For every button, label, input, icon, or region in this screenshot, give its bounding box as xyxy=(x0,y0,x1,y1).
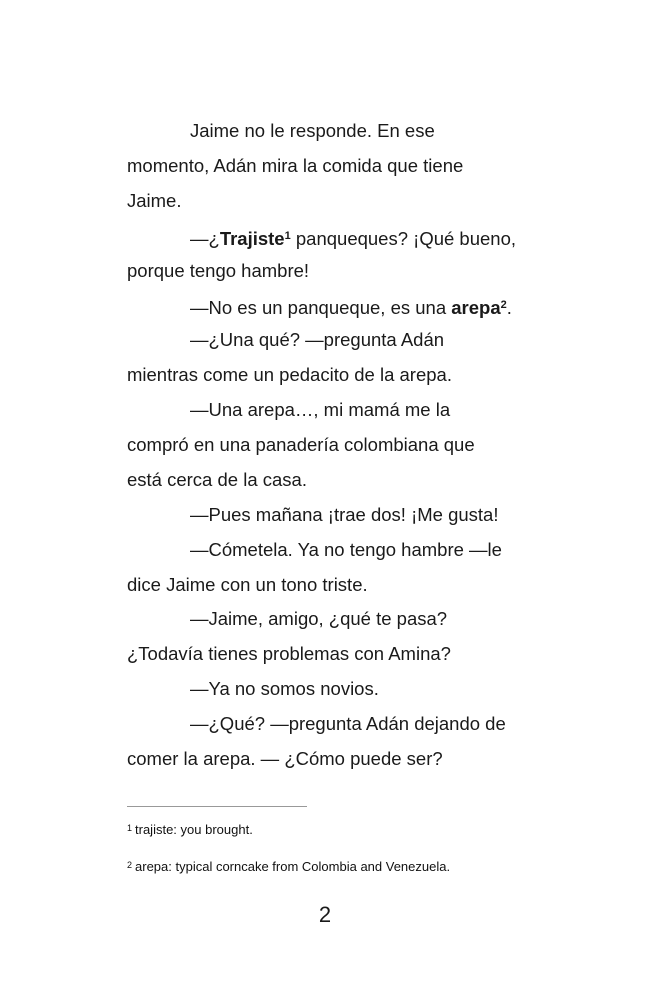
text-line xyxy=(127,358,547,393)
text-run: —¿Una qué? —pregunta Adán xyxy=(190,329,445,351)
text-run: está cerca de la casa. xyxy=(127,468,307,490)
text-line xyxy=(127,533,547,568)
text-line xyxy=(127,707,547,742)
text-run: comer la arepa. — ¿Cómo puede ser? xyxy=(127,748,443,770)
text-run: —Una arepa…, mi mamá me la xyxy=(190,399,451,421)
text-run: . xyxy=(506,297,512,319)
text-run: —Jaime, amigo, ¿qué te pasa? xyxy=(190,608,448,630)
text-line xyxy=(127,672,547,707)
text-run: —Pues mañana ¡trae dos! ¡Me gusta! xyxy=(190,503,499,525)
text-line xyxy=(127,219,547,254)
text-line xyxy=(127,254,547,289)
text-run: compró en una panadería colombiana que xyxy=(127,434,475,456)
footnote-text: trajiste: you brought. xyxy=(135,822,253,837)
text-run: Jaime. xyxy=(127,189,182,211)
footnote-text: arepa: typical corncake from Colombia and Venezuela. xyxy=(135,859,451,874)
text-run: panqueques? ¡Qué bueno, xyxy=(290,227,517,249)
page-number: 2 xyxy=(318,902,332,927)
text-line xyxy=(127,184,547,219)
text-run: —Cómetela. Ya no tengo hambre —le xyxy=(190,538,502,560)
text-line xyxy=(127,428,547,463)
body-text xyxy=(127,114,547,777)
text-line xyxy=(127,393,547,428)
text-run: porque tengo hambre! xyxy=(127,259,310,281)
footnote-divider xyxy=(127,806,307,807)
footnote-number: 2 xyxy=(127,860,133,870)
text-run: —Ya no somos novios. xyxy=(190,678,379,700)
footnote-number: 1 xyxy=(127,823,133,833)
vocab-word: arepa xyxy=(451,297,501,319)
text-run: —¿Qué? —pregunta Adán dejando de xyxy=(190,713,506,735)
text-line xyxy=(127,114,547,149)
text-line xyxy=(127,498,547,533)
text-run: Jaime no le responde. En ese xyxy=(190,120,435,141)
text-line xyxy=(127,288,547,323)
text-run: —¿ xyxy=(190,227,220,249)
text-run: —No es un panqueque, es una xyxy=(190,297,452,319)
text-line xyxy=(127,463,547,498)
text-run: ¿Todavía tienes problemas con Amina? xyxy=(127,643,451,665)
text-run: dice Jaime con un tono triste. xyxy=(127,573,368,595)
vocab-word: Trajiste xyxy=(219,227,285,249)
text-line xyxy=(127,742,547,777)
text-run: momento, Adán mira la comida que tiene xyxy=(127,154,464,176)
text-line xyxy=(127,637,547,672)
text-line xyxy=(127,568,547,603)
text-run: mientras come un pedacito de la arepa. xyxy=(127,364,452,386)
footnote-ref: 2 xyxy=(500,299,507,312)
footnote-2 xyxy=(127,859,450,874)
text-line xyxy=(127,323,547,358)
text-line xyxy=(127,149,547,184)
text-line xyxy=(127,602,547,637)
footnote-1 xyxy=(127,822,253,837)
footnote-ref: 1 xyxy=(284,229,291,242)
